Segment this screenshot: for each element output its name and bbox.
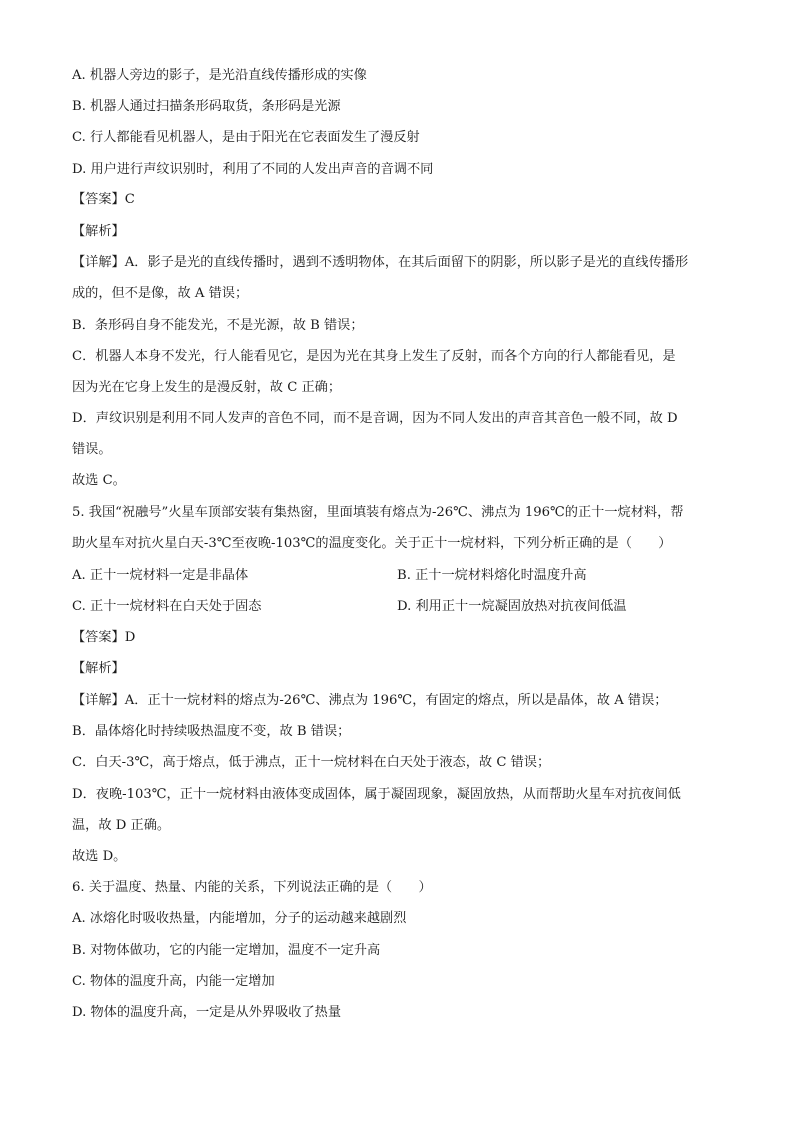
q5-answer: 【答案】D: [72, 630, 136, 645]
q5-detail-line: D．夜晚-103℃，正十一烷材料由液体变成固体，属于凝固现象，凝固放热，从而帮助火星车对抗夜间低: [72, 787, 681, 802]
q5-detail-line: 温，故 D 正确。: [72, 818, 171, 833]
q4-answer: 【答案】C: [72, 192, 135, 207]
q4-detail-line: 成的，但不是像，故 A 错误；: [72, 286, 249, 301]
q5-option-d: D. 利用正十一烷凝固放热对抗夜间低温: [397, 599, 627, 614]
q5-stem-line: 助火星车对抗火星白天-3℃至夜晚-103℃的温度变化。关于正十一烷材料，下列分析正确的是（ ）: [72, 536, 672, 551]
q5-stem-line: 5. 我国“祝融号”火星车顶部安装有集热窗，里面填装有熔点为-26℃、沸点为 196℃的正十一烷材料，帮: [72, 505, 684, 520]
q4-detail-line: C．机器人本身不发光，行人能看见它，是因为光在其身上发生了反射，而各个方向的行人都能看见，是: [72, 349, 676, 364]
q5-analysis-label: 【解析】: [72, 661, 125, 676]
q6-stem: 6. 关于温度、热量、内能的关系，下列说法正确的是（ ）: [72, 880, 432, 895]
q5-detail-line: C．白天-3℃，高于熔点，低于沸点，正十一烷材料在白天处于液态，故 C 错误；: [72, 755, 551, 770]
q4-detail-line: 【详解】A．影子是光的直线传播时，遇到不透明物体，在其后面留下的阴影，所以影子是光的直线传播形: [72, 255, 689, 270]
q4-detail-line: 因为光在它身上发生的是漫反射，故 C 正确；: [72, 380, 342, 395]
q4-option-c: C. 行人都能看见机器人，是由于阳光在它表面发生了漫反射: [72, 130, 420, 145]
q4-detail-line: 错误。: [72, 442, 112, 457]
q4-analysis-label: 【解析】: [72, 224, 125, 239]
q5-detail-line: 【详解】A．正十一烷材料的熔点为-26℃、沸点为 196℃，有固定的熔点，所以是晶体，故 A 错误；: [72, 693, 668, 708]
q5-option-c: C. 正十一烷材料在白天处于固态: [72, 599, 262, 614]
q4-detail-line: D．声纹识别是利用不同人发声的音色不同，而不是音调，因为不同人发出的声音其音色一般不同，故 D: [72, 411, 678, 426]
q4-option-b: B. 机器人通过扫描条形码取货，条形码是光源: [72, 99, 341, 114]
q5-option-b: B. 正十一烷材料熔化时温度升高: [397, 568, 587, 583]
q6-option-b: B. 对物体做功，它的内能一定增加，温度不一定升高: [72, 943, 381, 958]
q4-conclusion: 故选 C。: [72, 473, 126, 488]
q5-detail-line: B．晶体熔化时持续吸热温度不变，故 B 错误；: [72, 724, 351, 739]
q4-option-a: A. 机器人旁边的影子，是光沿直线传播形成的实像: [72, 68, 367, 83]
q6-option-a: A. 冰熔化时吸收热量，内能增加，分子的运动越来越剧烈: [72, 911, 407, 926]
q6-option-c: C. 物体的温度升高，内能一定增加: [72, 974, 275, 989]
q5-conclusion: 故选 D。: [72, 849, 127, 864]
q4-detail-line: B．条形码自身不能发光，不是光源，故 B 错误；: [72, 318, 364, 333]
q5-option-a: A. 正十一烷材料一定是非晶体: [72, 568, 249, 583]
q4-option-d: D. 用户进行声纹识别时，利用了不同的人发出声音的音调不同: [72, 162, 434, 177]
q6-option-d: D. 物体的温度升高，一定是从外界吸收了热量: [72, 1005, 342, 1020]
